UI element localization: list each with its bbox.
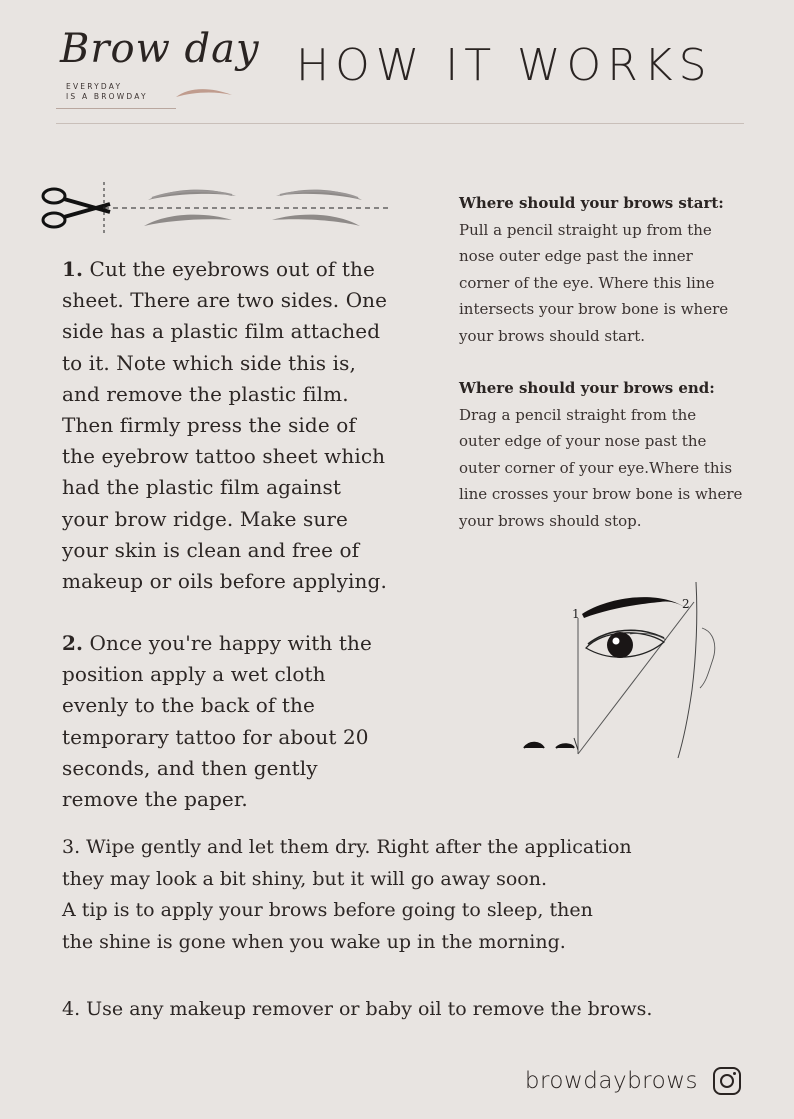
step-3-line: they may look a bit shiny, but it will go away soon. <box>62 867 547 890</box>
step-1-line: sheet. There are two sides. One <box>62 288 388 313</box>
step-1-line: to it. Note which side this is, <box>62 350 356 375</box>
brow-sample-top-right <box>276 190 362 200</box>
tip-line: line crosses your brow bone is where <box>459 485 743 504</box>
end-guide-line <box>578 602 694 754</box>
step-2-line: evenly to the back of the <box>62 693 315 718</box>
step-2-line: seconds, and then gently <box>62 755 318 780</box>
logo-tagline <box>66 82 148 102</box>
tip-line: your brows should start. <box>459 326 646 345</box>
step-3-line: 3. Wipe gently and let them dry. Right after the application <box>62 836 632 858</box>
instagram-handle[interactable]: browdaybrows <box>524 1068 698 1094</box>
page-title: HOW IT WORKS <box>296 40 713 91</box>
step-1-line: and remove the plastic film. <box>62 381 349 406</box>
logo-underline <box>56 108 176 109</box>
social-footer <box>525 1066 742 1096</box>
step-1-line: the eyebrow tattoo sheet which <box>62 444 386 469</box>
step-1-line: had the plastic film against <box>62 475 342 500</box>
step-4 <box>62 994 702 1026</box>
tip-brow-end <box>459 375 759 535</box>
cut-guide-illustration <box>40 182 400 234</box>
step-3-line: the shine is gone when you wake up in the morning. <box>62 930 566 953</box>
logo-tagline-line-2: IS A BROWDAY <box>66 92 148 101</box>
step-1-line: makeup or oils before applying. <box>62 569 387 594</box>
nose-shape <box>524 743 544 748</box>
step-2-number: 2. <box>62 631 84 655</box>
instagram-icon[interactable] <box>712 1066 742 1096</box>
eyebrow-shape <box>582 597 686 618</box>
tip-line: corner of the eye. Where this line <box>459 273 715 292</box>
tip-line: outer edge of your nose past the <box>459 432 707 451</box>
step-2-line: position apply a wet cloth <box>62 662 326 687</box>
step-1-line: Then firmly press the side of <box>62 413 356 438</box>
step-3 <box>62 832 702 958</box>
step-2-line: remove the paper. <box>62 787 248 812</box>
scissors-icon <box>43 189 110 227</box>
step-2-line: temporary tattoo for about 20 <box>62 724 369 749</box>
brow-sample-bottom-left <box>144 215 232 226</box>
tip-line: Pull a pencil straight up from the <box>459 220 712 239</box>
step-1-line: 1. Cut the eyebrows out of the <box>62 257 375 281</box>
header-divider <box>56 123 744 124</box>
logo-brow-icon <box>174 86 234 100</box>
step-1-line: your skin is clean and free of <box>62 537 360 562</box>
tip-brow-start-heading: Where should your brows start: <box>459 194 724 212</box>
step-1 <box>62 254 388 597</box>
step-1-line: side has a plastic film attached <box>62 319 381 344</box>
logo-script-text: Brow day <box>60 26 260 72</box>
brand-logo <box>56 26 260 112</box>
tip-line: your brows should stop. <box>459 511 642 530</box>
step-2-line: 2. Once you're happy with the <box>62 631 372 655</box>
brow-mapping-face-illustration <box>520 578 730 768</box>
tip-line: nose outer edge past the inner <box>459 247 693 266</box>
step-3-line: A tip is to apply your brows before going to sleep, then <box>62 899 593 921</box>
logo-tagline-line-1: EVERYDAY <box>66 82 123 91</box>
step-2 <box>62 628 382 815</box>
brow-sample-bottom-right <box>272 215 360 226</box>
tip-line: Drag a pencil straight from the <box>459 405 697 424</box>
tip-line: intersects your brow bone is where <box>459 300 729 319</box>
tip-brow-start <box>459 190 759 350</box>
step-4-line: 4. Use any makeup remover or baby oil to remove the brows. <box>62 998 653 1020</box>
brow-sample-top-left <box>148 190 236 200</box>
step-1-number: 1. <box>62 257 84 281</box>
step-1-line: your brow ridge. Make sure <box>62 506 348 531</box>
start-mark-label: 1 <box>572 607 580 621</box>
tip-brow-end-heading: Where should your brows end: <box>459 379 715 397</box>
end-mark-label: 2 <box>682 597 690 611</box>
tip-line: outer corner of your eye.Where this <box>459 458 733 477</box>
eye-iris <box>607 632 633 658</box>
